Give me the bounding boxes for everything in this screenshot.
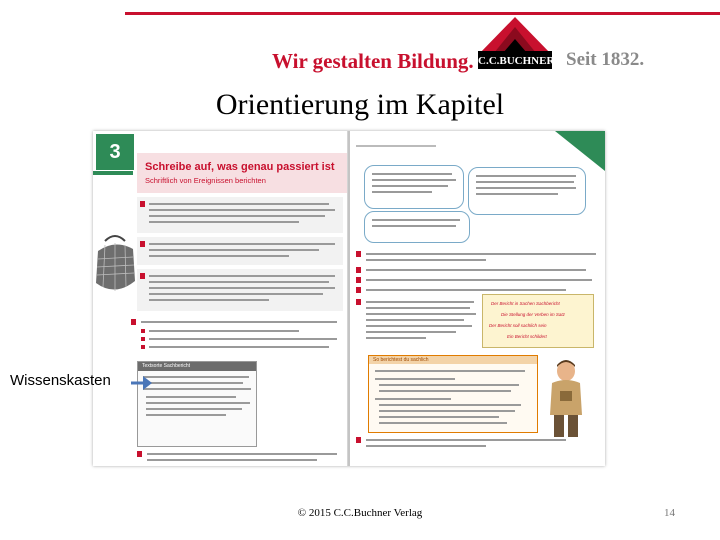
plaque-line: Der Bericht in Sachen Sachbericht (491, 301, 560, 306)
bullet-marker (141, 329, 145, 333)
text-line (146, 396, 236, 398)
book-spread-image (93, 131, 605, 466)
text-line (366, 319, 464, 321)
publisher-logo-text: C.C.BUCHNER (478, 55, 555, 67)
text-line (149, 338, 337, 340)
plaque-line: Ein Bericht schildert (507, 334, 547, 339)
task-marker (356, 251, 361, 257)
text-line (149, 215, 325, 217)
text-line (146, 402, 250, 404)
text-line (149, 243, 335, 245)
task-marker (131, 319, 136, 325)
slide-title: Orientierung im Kapitel (215, 88, 505, 121)
text-line (366, 439, 566, 441)
task-marker (137, 451, 142, 457)
text-line (366, 337, 426, 339)
text-line (149, 249, 319, 251)
text-line (141, 321, 337, 323)
publisher-slogan: Wir gestalten Bildung. (272, 49, 474, 73)
knowledge-box (137, 361, 257, 447)
text-line (379, 410, 515, 412)
text-line (476, 175, 576, 177)
text-line (375, 370, 525, 372)
bullet-marker (141, 337, 145, 341)
header-rule (125, 12, 720, 15)
publisher-since: Seit 1832. (566, 49, 645, 70)
chapter-subtitle: Schriftlich von Ereignissen berichten (145, 176, 266, 185)
text-line (375, 378, 455, 380)
left-page (93, 131, 348, 466)
text-line (366, 259, 486, 261)
plaque-line: Der Bericht soll sachlich sein (489, 323, 547, 328)
bullet-marker (141, 345, 145, 349)
method-box-title: So berichtest du sachlich (373, 357, 429, 363)
task-marker (356, 287, 361, 293)
chapter-header-panel (137, 153, 348, 193)
copyright-footer: © 2015 C.C.Buchner Verlag (297, 507, 423, 519)
task-marker (356, 299, 361, 305)
slide-page-number: 14 (664, 507, 675, 519)
text-line (143, 388, 251, 390)
chapter-title: Schreibe auf, was genau passiert ist (145, 161, 335, 173)
text-line (372, 225, 456, 227)
task-marker (140, 241, 145, 247)
net-bag-illustration (93, 231, 138, 303)
task-marker (140, 273, 145, 279)
text-line (366, 279, 592, 281)
task-marker (356, 267, 361, 273)
text-line (379, 390, 511, 392)
text-line (379, 404, 521, 406)
text-line (149, 209, 335, 211)
method-box (368, 355, 538, 433)
text-line (366, 325, 472, 327)
arrow-icon (129, 371, 153, 395)
text-line (366, 289, 566, 291)
text-line (149, 293, 323, 295)
chapter-number-badge: 3 (96, 134, 134, 170)
task-marker (356, 277, 361, 283)
text-line (372, 219, 460, 221)
text-line (372, 191, 432, 193)
text-line (366, 253, 596, 255)
text-line (366, 269, 586, 271)
text-line (149, 299, 269, 301)
task-marker (356, 437, 361, 443)
plaque-line: Die Stellung der Verben im Satz (501, 312, 565, 317)
text-line (379, 422, 507, 424)
text-line (143, 382, 243, 384)
text-line (372, 173, 452, 175)
speech-bubble (364, 165, 464, 209)
text-line (366, 313, 476, 315)
text-line (366, 307, 470, 309)
text-line (356, 145, 436, 147)
text-line (476, 193, 558, 195)
text-line (476, 181, 574, 183)
text-line (149, 203, 329, 205)
text-line (146, 408, 242, 410)
text-line (146, 414, 226, 416)
text-line (379, 384, 519, 386)
text-line (366, 445, 486, 447)
example-plaque (482, 294, 594, 348)
text-line (476, 187, 576, 189)
task-box-2 (137, 237, 343, 265)
text-line (366, 331, 456, 333)
text-line (143, 376, 249, 378)
text-line (149, 281, 329, 283)
text-line (149, 221, 299, 223)
text-line (372, 185, 448, 187)
speech-bubble (364, 211, 470, 243)
text-line (149, 255, 289, 257)
text-line (375, 398, 451, 400)
text-line (147, 459, 317, 461)
text-line (149, 287, 335, 289)
text-line (149, 330, 299, 332)
text-line (147, 453, 337, 455)
green-corner-tab (555, 131, 605, 171)
task-marker (140, 201, 145, 207)
person-illustration (542, 357, 590, 441)
callout-label: Wissenskasten (10, 372, 111, 389)
text-line (372, 179, 456, 181)
text-line (149, 275, 335, 277)
text-line (379, 416, 499, 418)
text-line (366, 301, 474, 303)
right-page (350, 131, 605, 466)
chapter-band (93, 171, 133, 175)
knowledge-box-title: Textsorte Sachbericht (142, 363, 191, 369)
text-line (149, 346, 329, 348)
